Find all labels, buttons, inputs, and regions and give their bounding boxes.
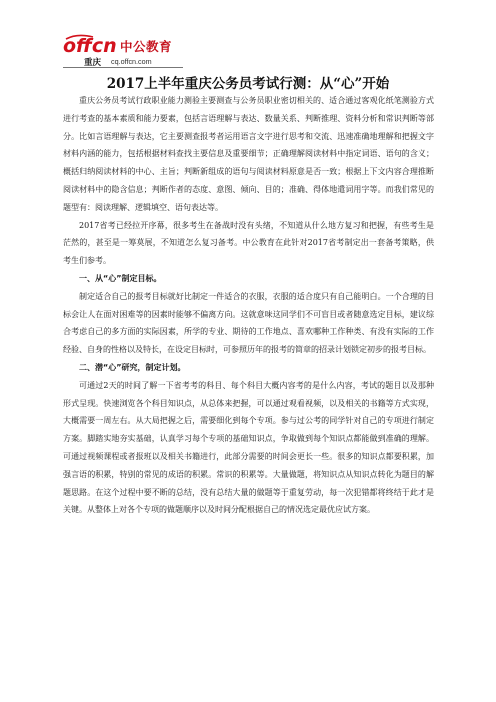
brand-name: 中公教育	[120, 39, 173, 54]
brand-city: 重庆	[84, 58, 102, 68]
intro-paragraph: 重庆公务员考试行政职业能力测验主要测查与公务员职业密切相关的、适合通过客观化纸笔测验方式进行考查的基本素质和能力要素，包括言语理解与表达、数量关系、判断推理、资料分析和常识判断等部分。比如言语理解与表达，它主要测查报考者运用语言文字进行思考和交流、迅速准确地理解和把握文字材料内涵的能力，包括根据材料查找主要信息及重要细节；正确理解阅读材料中指定词语、语句的含义；概括归纳阅读材料的中心、主旨；判断新组成的语句与阅读材料原意是否一致；根据上下文内容合理推断阅读材料中的隐含信息；判断作者的态度、意图、倾向、目的；准确、得体地遣词用字等。而我们常见的题型有：阅读理解、逻辑填空、语句表达等。	[63, 96, 434, 212]
section-heading: 一、从“心”制定目标。	[79, 273, 162, 283]
offcn-logo-icon	[63, 34, 123, 58]
document-body	[63, 92, 434, 519]
document-title: 2017上半年重庆公务员考试行测：从“心”开始	[106, 76, 390, 92]
section-heading: 二、潜“心”研究，制定计划。	[79, 362, 186, 372]
svg-text:offcn: offcn	[63, 35, 117, 57]
brand-header	[63, 34, 223, 68]
brand-url: cq.offcn.com	[111, 57, 152, 66]
header-divider	[63, 67, 183, 68]
section-paragraph: 可通过2天的时间了解一下省考考的科目、每个科目大概内容考的是什么内容，考试的题目以及那种形式呈现。快速浏览各个科目知识点，从总体来把握，可以通过观看视频，以及相关的书籍等方式实现，大概需要一周左右。从大局把握之后，需要细化到每个专项。参与过公考的同学针对自己的专项进行制定方案。脚踏实地夯实基础，认真学习每个专项的基础知识点，争取做到每个知识点都能做到准确的理解。可通过视频课程或者报班以及相关书籍进行，此部分需要的时间会更长一些。很多的知识点都要积累，加强言语的积累，特别的常见的成语的积累。常识的积累等。大量做题，将知识点从知识点转化为题目的解题思路。在这个过程中要不断的总结，没有总结大量的做题等于重复劳动，每一次犯错都将终结于此才是关键。从整体上对各个专项的做题顺序以及时间分配根据自己的情况选定最优应试方案。	[63, 380, 434, 515]
intro-paragraph: 2017省考已经拉开序幕，很多考生在备战时没有头绪，不知道从什么地方复习和把握，有些考生是茫然的，甚至是一筹莫展，不知道怎么复习备考。中公教育在此针对2017省考制定出一套备考策略，供考生们参考。	[63, 220, 434, 266]
section-paragraph: 制定适合自己的报考目标就好比制定一件适合的衣服，衣服的适合度只有自己能明白。一个合理的目标会让人在面对困难等的因素时能够不偏离方向。这就意味这同学们不可盲目或者随意选定目标，建议综合考虑自己的多方面的实际因素，所学的专业、期待的工作地点、喜欢哪种工作种类、有没有实际的工作经验、自身的性格以及特长，在设定目标时，可参照历年的报考的简章的招录计划锁定初步的报考目标。	[63, 291, 434, 355]
